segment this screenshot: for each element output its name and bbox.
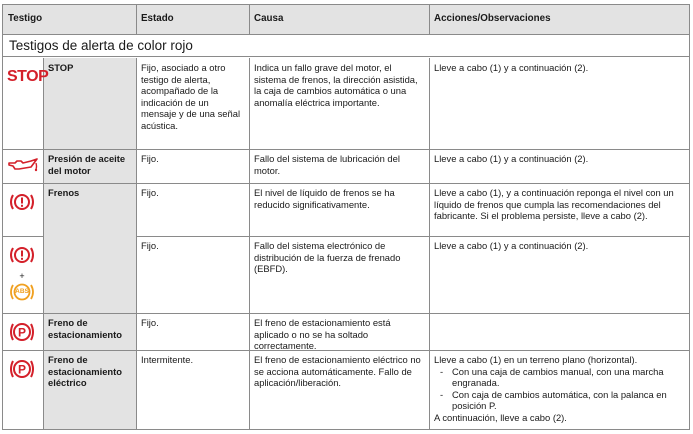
table-row [3,149,689,183]
row-estado: Fijo. [141,317,159,328]
row-name: STOP [48,62,74,73]
svg-text:P: P [17,325,27,340]
table-row [3,58,689,149]
row-acciones: Lleve a cabo (1), y a continuación reponga el nivel con un líquido de frenos que cumpla las recomendaciones del fabricante. Si el problema persiste, lleve a cabo (2). [434,187,674,222]
row-name: Freno de estacionamiento [48,317,122,340]
brake-abs-icon [9,244,35,303]
table-row [3,350,689,429]
abs-icon: ABS [9,281,35,303]
electric-parking-brake-icon [9,357,35,386]
row-causa: El nivel de líquido de frenos se ha reducido significativamente. [254,187,395,210]
row-causa: Indica un fallo grave del motor, el sistema de frenos, la dirección asistida, la caja de cambios automática o una anomalía eléctrica importante. [254,62,418,108]
row-causa: Fallo del sistema electrónico de distribución de la fuerza de frenado (EBFD). [254,240,401,275]
row-name: Presión de aceite del motor [48,153,126,176]
acciones-intro: Lleve a cabo (1) en un terreno plano (horizontal). [434,354,638,365]
row-estado: Fijo. [141,187,159,198]
acciones-outro: A continuación, lleve a cabo (2). [434,411,567,423]
row-acciones: Lleve a cabo (1) y a continuación (2). [434,153,589,164]
brake-warning-icon [9,191,35,218]
section-title: Testigos de alerta de color rojo [3,35,689,57]
stop-icon: STOP [7,68,49,85]
row-estado: Fijo. [141,153,159,164]
list-item: - Con caja de cambios automática, con la palanca en posición P. [434,389,684,412]
row-causa: El freno de estacionamiento está aplicado o no se ha soltado correctamente. [254,317,391,352]
warning-lights-table [2,4,690,430]
oil-pressure-icon [7,157,39,178]
parking-brake-icon [9,320,35,349]
row-estado: Fijo. [141,240,159,251]
row-name: Frenos [48,187,80,198]
table-header [3,5,689,35]
table-row [3,236,689,313]
row-acciones [429,350,689,429]
list-item: - Con una caja de cambios manual, con una marcha engranada. [434,366,684,389]
row-acciones: Lleve a cabo (1) y a continuación (2). [434,240,589,251]
acciones-list [434,366,684,412]
row-estado: Intermitente. [141,354,194,365]
row-causa: El freno de estacionamiento eléctrico no se acciona automáticamente. Fallo de aplicación/liberación. [254,354,421,389]
header-acciones: Acciones/Observaciones [434,13,551,24]
header-estado: Estado [141,13,174,24]
row-acciones: Lleve a cabo (1) y a continuación (2). [434,62,589,73]
header-testigo: Testigo [8,13,43,24]
table-row [3,183,689,236]
header-causa: Causa [254,13,284,24]
row-acciones [429,313,689,350]
row-name: Freno de estacionamiento eléctrico [48,354,122,389]
row-causa: Fallo del sistema de lubricación del motor. [254,153,400,176]
svg-text:P: P [17,362,27,377]
plus-sign: + [19,271,25,281]
row-estado: Fijo, asociado a otro testigo de alerta, acompañado de la indicación de un mensaje y de una señal acústica. [141,62,241,131]
table-row [3,313,689,350]
